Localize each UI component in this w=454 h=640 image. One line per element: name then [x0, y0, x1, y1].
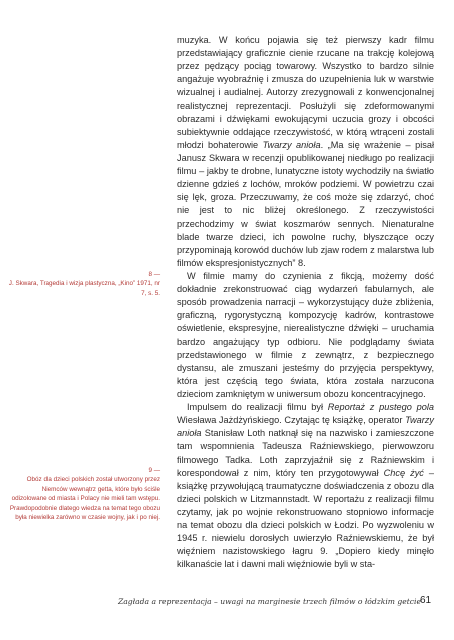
main-text-column [177, 34, 434, 571]
footnote-9-text: Obóz dla dzieci polskich został utworzony przez Niemców wewnątrz getta, które było ściśle odizolowane od miasta i Polacy nie mieli tam wstępu. Prawdopodobnie dlatego wiedza na temat tego obozu była niewielka zarówno w czasie wojny, jak i po niej. [9, 476, 160, 522]
body-paragraph-1: muzyka. W końcu pojawia się też pierwszy kadr filmu przedstawiający graficznie cienie rzucane na trakcję kolejową przez pędzący pociąg towarowy. Wszystko to bardzo silnie angażuje wyobraźnię i zmusza do uzupełnienia luk w warstwie wizualnej i audialnej. Autorzy zrezygnowali z konwencjonalnej realistycznej reprezentacji. Posłużyli się zdeformowanymi obrazami i dźwiękami ewokującymi uczucia grozy i obcości subiektywnie oddające rzeczywistość, w którą wtrąceni zostali młodzi bohaterowie Twarzy anioła. „Ma się wrażenie – pisał Janusz Skwara w recenzji opublikowanej niedługo po realizacji filmu – jakby te drobne, lunatyczne istoty wychodziły na światło dzienne gdzieś z lochów, mroków podziemi. W powietrzu czai się lęk, groza. Przeczuwamy, że coś może się zdarzyć, choć nie jest to nic bliżej określonego. Z rzeczywistości przechodzimy w świat koszmarów sennych. Nienaturalne blade twarze dzieci, ich powolne ruchy, błyszczące oczy przypominają korowód duchów lub zjaw rodem z malarstwa lub filmów ekspresjonistycznych” 8. [177, 35, 434, 268]
body-paragraph-2: W filmie mamy do czynienia z fikcją, możemy dość dokładnie zrekonstruować ciąg wydarzeń fabularnych, ale sposób prowadzenia narracji – wykorzystujący duże zbliżenia, graficzną, rygorystyczną kompozycję kadrów, kontrastowe oświetlenie, ekspresyjne, nierealistyczne dźwięki – uruchamia bardzo angażujący typ odbioru. Nie podglądamy świata przedstawionego w filmie z zewnątrz, z bezpiecznego dystansu, ale zmuszani jesteśmy do przyjęcia perspektywy, która jest częścią tego świata, która została narzucona dzieciom zamkniętym w uniwersum obozu koncentracyjnego. [177, 270, 434, 399]
running-footer-title: Zagłada a reprezentacja – uwagi na marginesie trzech filmów o łódzkim getcie [118, 597, 421, 606]
footnote-8 [8, 270, 160, 298]
body-paragraph-3: Impulsem do realizacji filmu był Reportaż z pustego pola Wiesława Jażdżyńskiego. Czytając tę książkę, operator Twarzy anioła Stanisław Loth natknął się na nazwisko i zamieszczone tam wspomnienia Tadeusza Raźniewskiego, pierwowzoru filmowego Tadka. Loth zaprzyjaźnił się z Raźniewskim i korespondował z nim, który ten przygotowywał Chcę żyć – książkę przywołującą traumatyczne doświadczenia z obozu dla dzieci polskich w Litzmannstadt. W reportażu z realizacji filmu czytamy, jak po wojnie rekonstruowano stopniowo informacje na temat obozu dla dzieci polskich w Łodzi. Po wyzwoleniu w 1945 r. niewielu dorosłych uwierzyło Raźniewskiemu, że był więźniem nazistowskiego łagru 9. „Dopiero kiedy minęło kilkanaście lat i dawni mali więźniowie byli w sta- [177, 402, 434, 570]
footnote-8-text: J. Skwara, Tragedia i wizja plastyczna, „Kino” 1971, nr 7, s. 5. [8, 280, 160, 297]
footnote-9-number: 9 — [148, 467, 160, 474]
footnote-8-number: 8 — [148, 271, 160, 278]
page-number: 61 [420, 595, 432, 606]
footnote-9 [8, 466, 160, 522]
